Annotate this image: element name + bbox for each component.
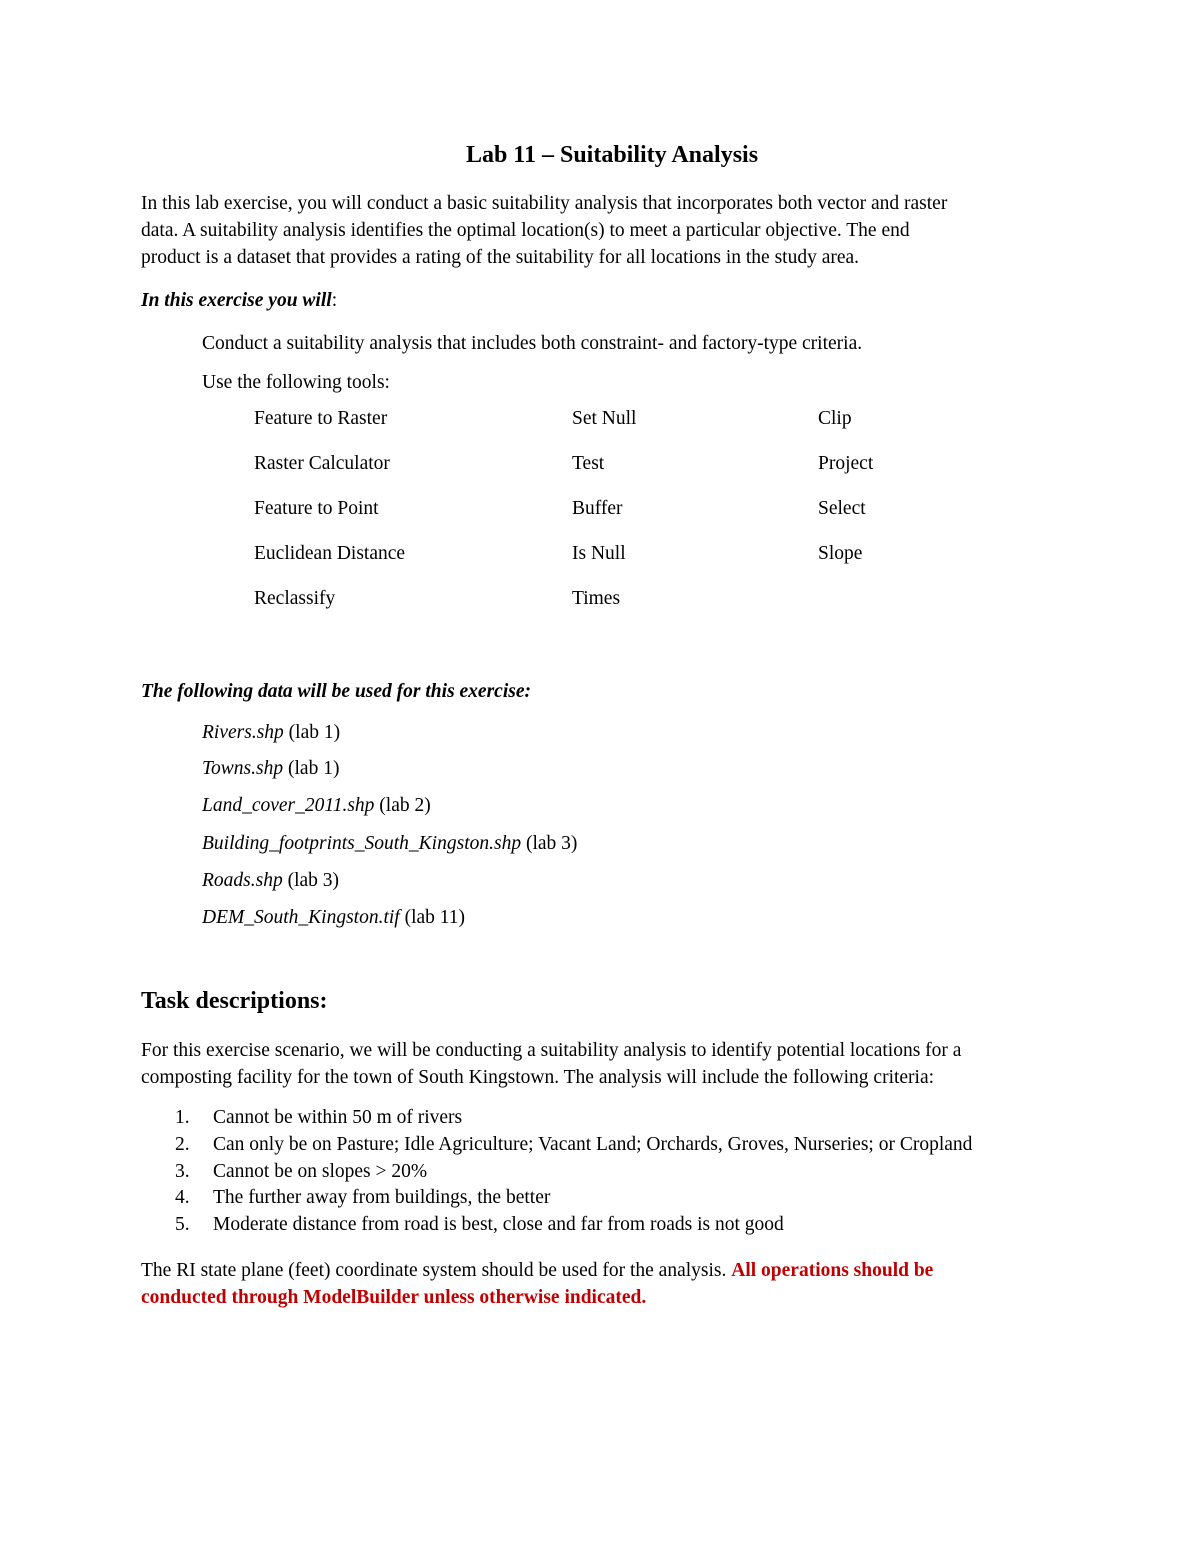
tool-cell: Feature to Point bbox=[254, 498, 379, 519]
data-lab: (lab 11) bbox=[399, 907, 466, 928]
task-intro-line-1: For this exercise scenario, we will be conducting a suitability analysis to identify potential locations for a bbox=[141, 1040, 962, 1061]
tool-cell: Feature to Raster bbox=[254, 408, 388, 429]
data-item bbox=[202, 833, 577, 855]
data-heading: The following data will be used for this exercise: bbox=[141, 681, 531, 702]
tool-cell: Set Null bbox=[572, 408, 637, 429]
closing-normal-text: The RI state plane (feet) coordinate system should be used for the analysis. bbox=[141, 1260, 732, 1281]
objectives-heading-colon: : bbox=[331, 290, 338, 311]
list-item: Cannot be within 50 m of rivers bbox=[213, 1107, 463, 1128]
data-file-name: Towns.shp bbox=[202, 758, 284, 779]
task-intro-line-2: composting facility for the town of South Kingstown. The analysis will include the following criteria: bbox=[141, 1067, 935, 1088]
list-item: Can only be on Pasture; Idle Agriculture; Vacant Land; Orchards, Groves, Nurseries; or Cropland bbox=[213, 1134, 973, 1155]
list-number: 1. bbox=[175, 1107, 190, 1128]
tool-cell: Is Null bbox=[572, 543, 626, 564]
tool-cell: Buffer bbox=[572, 498, 623, 519]
data-file-name: Roads.shp bbox=[202, 870, 283, 891]
tool-cell: Project bbox=[818, 453, 874, 474]
data-lab: (lab 3) bbox=[521, 833, 578, 854]
list-item: The further away from buildings, the better bbox=[213, 1187, 551, 1208]
data-item bbox=[202, 870, 339, 892]
tool-cell: Slope bbox=[818, 543, 863, 564]
data-file-name: DEM_South_Kingston.tif bbox=[202, 907, 400, 928]
data-file-name: Rivers.shp bbox=[202, 722, 284, 743]
page-title: Lab 11 – Suitability Analysis bbox=[465, 142, 759, 168]
data-item bbox=[202, 722, 340, 744]
list-item: Cannot be on slopes > 20% bbox=[213, 1161, 428, 1182]
list-item: Moderate distance from road is best, close and far from roads is not good bbox=[213, 1214, 784, 1235]
data-file-name: Land_cover_2011.shp bbox=[202, 795, 375, 816]
closing-line-1 bbox=[141, 1257, 933, 1284]
objectives-heading bbox=[141, 287, 337, 314]
data-lab: (lab 2) bbox=[374, 795, 431, 816]
objective-item: Conduct a suitability analysis that includes both constraint- and factory-type criteria. bbox=[202, 333, 863, 354]
list-number: 4. bbox=[175, 1187, 190, 1208]
tool-cell: Select bbox=[818, 498, 866, 519]
data-lab: (lab 1) bbox=[283, 758, 340, 779]
tool-cell: Test bbox=[572, 453, 605, 474]
list-number: 5. bbox=[175, 1214, 190, 1235]
tool-cell: Reclassify bbox=[254, 588, 336, 609]
intro-line-1: In this lab exercise, you will conduct a basic suitability analysis that incorporates both vector and raster bbox=[141, 193, 948, 214]
data-item bbox=[202, 758, 339, 780]
closing-line-2: conducted through ModelBuilder unless otherwise indicated. bbox=[141, 1287, 647, 1308]
intro-line-2: data. A suitability analysis identifies the optimal location(s) to meet a particular objective. The end bbox=[141, 220, 910, 241]
tools-heading: Use the following tools: bbox=[202, 372, 390, 393]
tool-cell: Euclidean Distance bbox=[254, 543, 406, 564]
closing-emphasis-text: All operations should be bbox=[731, 1260, 934, 1281]
list-number: 3. bbox=[175, 1161, 190, 1182]
intro-line-3: product is a dataset that provides a rating of the suitability for all locations in the study area. bbox=[141, 247, 860, 268]
data-item bbox=[202, 907, 465, 929]
task-heading: Task descriptions: bbox=[141, 988, 328, 1014]
objectives-heading-text: In this exercise you will bbox=[141, 290, 332, 311]
data-file-name: Building_footprints_South_Kingston.shp bbox=[202, 833, 522, 854]
tool-cell: Raster Calculator bbox=[254, 453, 390, 474]
list-number: 2. bbox=[175, 1134, 190, 1155]
tool-cell: Clip bbox=[818, 408, 852, 429]
data-lab: (lab 1) bbox=[283, 722, 341, 743]
data-lab: (lab 3) bbox=[282, 870, 340, 891]
data-item bbox=[202, 795, 431, 817]
tool-cell: Times bbox=[572, 588, 621, 609]
